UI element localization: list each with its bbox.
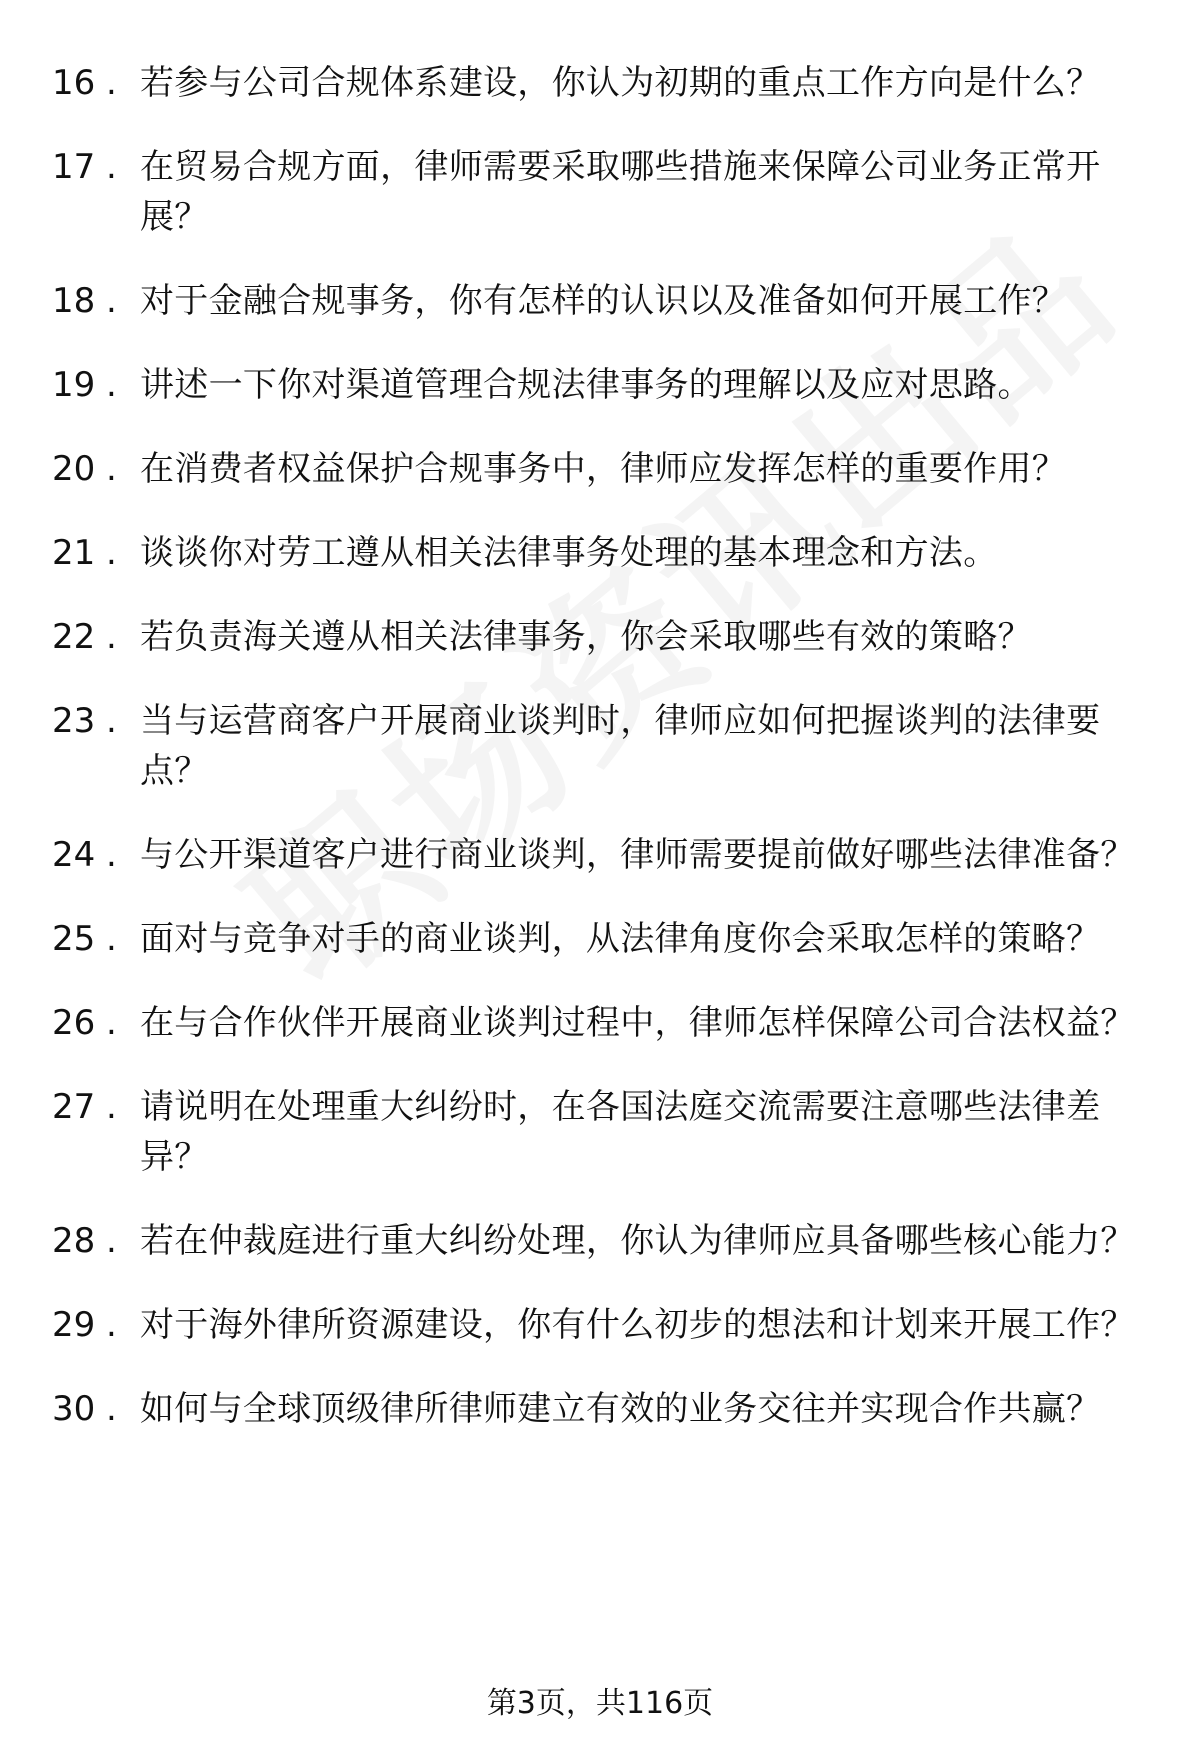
list-item xyxy=(0,830,1200,880)
list-item xyxy=(0,1082,1200,1182)
question-number: 22 xyxy=(52,617,96,657)
list-item xyxy=(0,1300,1200,1350)
list-item xyxy=(0,142,1200,242)
question-number: 28 xyxy=(52,1221,96,1261)
question-number: 27 xyxy=(52,1087,96,1127)
question-number: 25 xyxy=(52,919,96,959)
list-item xyxy=(0,612,1200,662)
question-text: 如何与全球顶级律所律师建立有效的业务交往并实现合作共赢？ xyxy=(140,1389,1101,1429)
question-number: 29 xyxy=(52,1305,96,1345)
question-text: 谈谈你对劳工遵从相关法律事务处理的基本理念和方法。 xyxy=(140,533,998,573)
list-item xyxy=(0,360,1200,410)
question-text: 面对与竞争对手的商业谈判，从法律角度你会采取怎样的策略？ xyxy=(140,919,1101,959)
question-text: 若参与公司合规体系建设，你认为初期的重点工作方向是什么？ xyxy=(140,63,1101,103)
page-number-footer: 第3页，共116页 xyxy=(486,1686,714,1721)
question-number: 16 xyxy=(52,63,96,103)
question-text: 若负责海关遵从相关法律事务，你会采取哪些有效的策略？ xyxy=(140,617,1032,657)
number-dot: . xyxy=(106,617,117,657)
number-dot: . xyxy=(106,919,117,959)
number-dot: . xyxy=(106,365,117,405)
list-item xyxy=(0,914,1200,964)
number-dot: . xyxy=(106,1003,117,1043)
question-number: 20 xyxy=(52,449,96,489)
number-dot: . xyxy=(106,701,117,741)
list-item xyxy=(0,444,1200,494)
list-item xyxy=(0,1384,1200,1434)
number-dot: . xyxy=(106,449,117,489)
number-dot: . xyxy=(106,281,117,321)
question-text: 当与运营商客户开展商业谈判时，律师应如何把握谈判的法律要点？ xyxy=(140,701,1101,791)
question-text: 与公开渠道客户进行商业谈判，律师需要提前做好哪些法律准备？ xyxy=(140,835,1135,875)
question-number: 24 xyxy=(52,835,96,875)
question-text: 对于金融合规事务，你有怎样的认识以及准备如何开展工作？ xyxy=(140,281,1067,321)
question-number: 21 xyxy=(52,533,96,573)
question-text: 讲述一下你对渠道管理合规法律事务的理解以及应对思路。 xyxy=(140,365,1032,405)
question-text: 请说明在处理重大纠纷时，在各国法庭交流需要注意哪些法律差异？ xyxy=(140,1087,1101,1177)
list-item xyxy=(0,998,1200,1048)
question-text: 在与合作伙伴开展商业谈判过程中，律师怎样保障公司合法权益？ xyxy=(140,1003,1135,1043)
list-item xyxy=(0,58,1200,108)
question-text: 在贸易合规方面，律师需要采取哪些措施来保障公司业务正常开展？ xyxy=(140,147,1101,237)
question-text: 若在仲裁庭进行重大纠纷处理，你认为律师应具备哪些核心能力？ xyxy=(140,1221,1135,1261)
question-number: 17 xyxy=(52,147,96,187)
list-item xyxy=(0,1216,1200,1266)
number-dot: . xyxy=(106,63,117,103)
number-dot: . xyxy=(106,1221,117,1261)
question-number: 30 xyxy=(52,1389,96,1429)
number-dot: . xyxy=(106,1305,117,1345)
question-text: 在消费者权益保护合规事务中，律师应发挥怎样的重要作用？ xyxy=(140,449,1067,489)
question-text: 对于海外律所资源建设，你有什么初步的想法和计划来开展工作？ xyxy=(140,1305,1135,1345)
question-number: 26 xyxy=(52,1003,96,1043)
question-number: 23 xyxy=(52,701,96,741)
number-dot: . xyxy=(106,533,117,573)
number-dot: . xyxy=(106,835,117,875)
number-dot: . xyxy=(106,147,117,187)
question-list xyxy=(0,58,1200,1468)
list-item xyxy=(0,276,1200,326)
list-item xyxy=(0,696,1200,796)
question-number: 19 xyxy=(52,365,96,405)
number-dot: . xyxy=(106,1389,117,1429)
question-number: 18 xyxy=(52,281,96,321)
number-dot: . xyxy=(106,1087,117,1127)
list-item xyxy=(0,528,1200,578)
